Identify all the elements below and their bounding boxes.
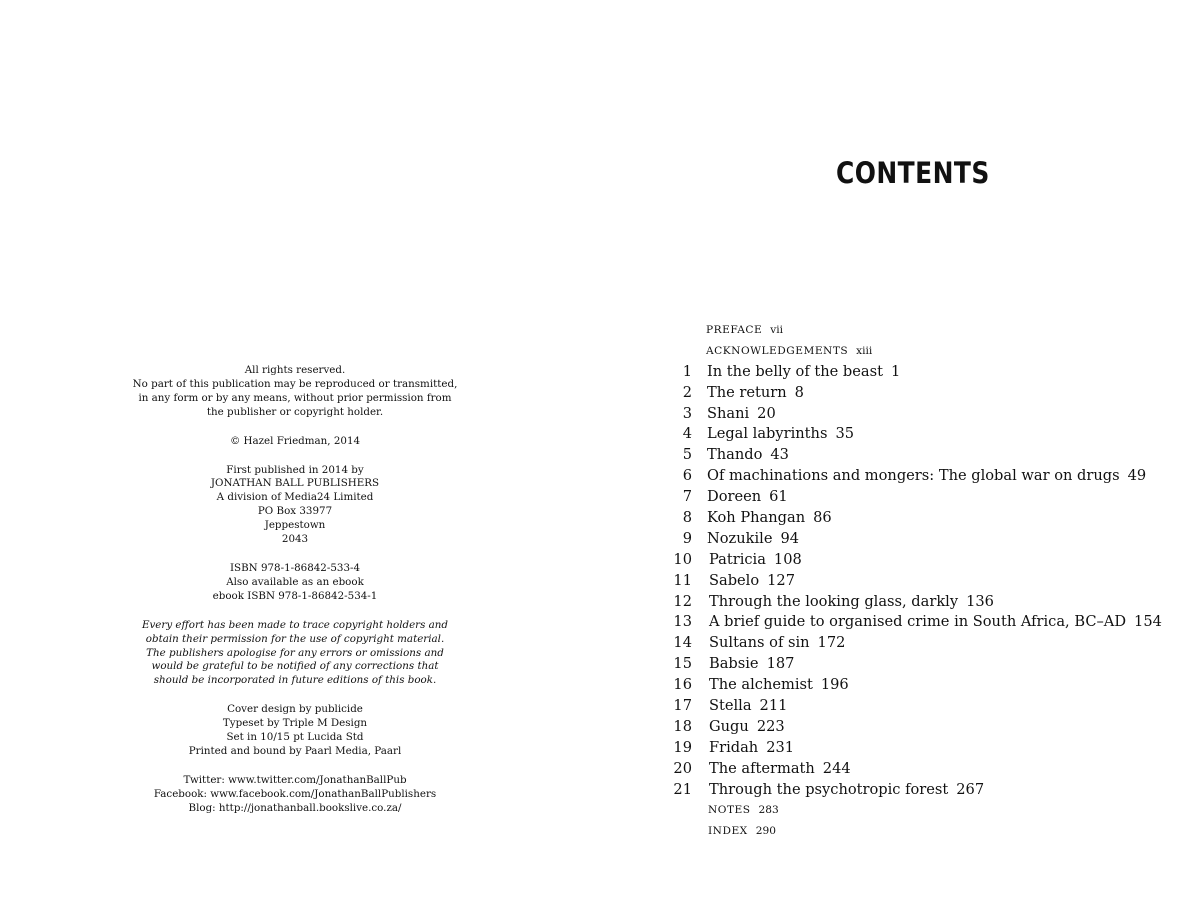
permissions-line: Every effort has been made to trace copyright holders and [141,618,449,631]
toc-chapter-page: 244 [822,759,851,777]
toc-chapter-7[interactable] [660,485,1180,506]
production-credits [120,703,470,759]
toc-chapter-title: Shani [707,404,750,422]
toc-chapter-title: A brief guide to organised crime in South Africa, BC–AD [709,613,1127,631]
toc-chapter-1[interactable] [660,360,1180,381]
publisher-info [120,464,470,547]
isbn-line: ebook ISBN 978-1-86842-534-1 [212,589,378,602]
production-line: Typeset by Triple M Design [222,717,368,730]
toc-chapter-title: The alchemist [709,676,813,694]
toc-chapter-number: 13 [673,613,692,631]
toc-entry-acknowledgements[interactable] [660,339,1180,360]
toc-entry-title: PREFACE [706,324,763,336]
social-line-twitter: Twitter: www.twitter.com/JonathanBallPub [183,773,407,786]
toc-chapter-page: 20 [757,404,776,422]
toc-chapter-10[interactable] [660,548,1180,569]
toc-chapter-title: Through the looking glass, darkly [709,592,959,610]
toc-chapter-page: 49 [1127,467,1147,485]
rights-line: in any form or by any means, without prior permission from [138,391,452,404]
toc-chapter-number: 9 [682,529,692,547]
toc-chapter-number: 15 [673,655,692,673]
toc-chapter-page: 172 [817,634,846,652]
isbn-info [120,562,470,604]
toc-entry-page: 283 [758,804,779,817]
toc-chapter-16[interactable] [660,673,1180,694]
toc-entry-preface[interactable] [660,318,1180,339]
toc-chapter-number: 17 [673,697,692,715]
toc-chapter-title: Fridah [709,738,759,756]
toc-chapter-3[interactable] [660,402,1180,423]
social-links [120,774,470,816]
toc-chapter-number: 11 [673,571,692,589]
publisher-line: JONATHAN BALL PUBLISHERS [210,477,380,490]
production-line: Cover design by publicide [227,703,363,716]
toc-entry-index[interactable] [660,819,1180,840]
toc-chapter-title: In the belly of the beast [707,362,883,380]
isbn-line: ISBN 978-1-86842-533-4 [229,561,361,574]
toc-chapter-title: Through the psychotropic forest [709,780,949,798]
toc-chapter-5[interactable] [660,443,1180,464]
toc-chapter-title: Sultans of sin [709,634,810,652]
toc-entry-title: NOTES [708,804,751,817]
rights-line: No part of this publication may be reproduced or transmitted, [132,377,458,390]
toc-chapter-number: 3 [682,404,692,422]
toc-chapter-6[interactable] [660,464,1180,485]
rights-line: the publisher or copyright holder. [206,405,384,418]
toc-chapter-14[interactable] [660,631,1180,652]
toc-chapter-number: 12 [673,592,692,610]
permissions-line: should be incorporated in future editions of this book. [153,674,437,687]
isbn-line: Also available as an ebook [226,575,364,588]
permissions-line: would be grateful to be notified of any corrections that [151,660,439,673]
toc-chapter-number: 8 [682,509,692,527]
toc-chapter-page: 86 [813,509,832,527]
publisher-line: First published in 2014 by [226,463,364,476]
toc-chapter-page: 211 [759,697,788,715]
toc-chapter-21[interactable] [660,778,1180,799]
toc-chapter-number: 1 [682,362,692,380]
toc-chapter-title: Doreen [707,488,762,506]
toc-chapter-page: 267 [956,780,985,798]
publisher-line: A division of Media24 Limited [216,491,374,504]
toc-entry-title: INDEX [708,825,748,838]
toc-chapter-title: Stella [709,697,752,715]
social-line-facebook: Facebook: www.facebook.com/JonathanBallPublishers [153,787,437,800]
toc-chapter-page: 1 [890,362,901,380]
copyright-line: © Hazel Friedman, 2014 [229,434,361,447]
toc-chapter-title: Koh Phangan [707,509,806,527]
toc-chapter-page: 154 [1134,613,1162,631]
toc-chapter-number: 6 [682,467,692,485]
toc-chapter-number: 10 [673,550,692,568]
toc-chapter-12[interactable] [660,590,1180,611]
publisher-line: Jeppestown [264,519,326,532]
toc-chapter-title: Patricia [709,550,766,568]
toc-chapter-title: The aftermath [709,759,815,777]
toc-chapter-9[interactable] [660,527,1180,548]
toc-chapter-page: 187 [766,655,795,673]
production-line: Set in 10/15 pt Lucida Std [226,731,364,744]
toc-chapter-13[interactable] [660,610,1180,631]
toc-chapter-number: 5 [682,446,692,464]
toc-chapter-title: Legal labyrinths [707,425,828,443]
toc-chapter-title: Babsie [709,655,759,673]
toc-entry-page: vii [770,324,784,336]
toc-chapter-page: 8 [794,383,804,401]
toc-chapter-17[interactable] [660,694,1180,715]
social-line-blog: Blog: http://jonathanball.bookslive.co.za/ [188,801,402,814]
toc-chapter-number: 20 [673,759,692,777]
toc-chapter-title: Of machinations and mongers: The global war on drugs [707,467,1120,485]
toc-chapter-page: 231 [766,738,795,756]
production-line: Printed and bound by Paarl Media, Paarl [188,744,402,757]
toc-entry-notes[interactable] [660,798,1180,819]
rights-notice [120,364,470,420]
copyright-page [120,364,470,831]
toc-chapter-18[interactable] [660,715,1180,736]
toc-chapter-number: 7 [682,488,692,506]
toc-chapter-number: 2 [682,383,692,401]
toc-chapter-11[interactable] [660,569,1180,590]
toc-chapter-number: 4 [682,425,692,443]
table-of-contents [660,318,1180,840]
toc-entry-title: ACKNOWLEDGEMENTS [706,344,849,357]
permissions-line: The publishers apologise for any errors or omissions and [146,646,444,659]
toc-chapter-title: Sabelo [709,571,760,589]
toc-chapter-page: 61 [769,488,788,506]
toc-chapter-page: 94 [780,529,800,547]
contents-title: CONTENTS [836,156,990,190]
toc-chapter-20[interactable] [660,757,1180,778]
toc-chapter-2[interactable] [660,381,1180,402]
toc-chapter-number: 18 [673,717,692,735]
toc-chapter-8[interactable] [660,506,1180,527]
toc-chapter-number: 21 [673,780,692,798]
toc-chapter-4[interactable] [660,422,1180,443]
rights-line: All rights reserved. [244,364,346,376]
toc-chapter-page: 127 [767,571,795,589]
toc-chapter-page: 108 [773,550,802,568]
toc-chapter-19[interactable] [660,736,1180,757]
toc-chapter-number: 14 [673,634,692,652]
publisher-line: 2043 [281,533,309,546]
toc-chapter-15[interactable] [660,652,1180,673]
toc-chapter-page: 35 [835,425,855,443]
toc-chapter-page: 223 [756,717,785,735]
toc-chapter-page: 136 [966,592,994,610]
toc-chapter-page: 43 [770,446,789,464]
toc-chapter-number: 19 [673,738,692,756]
permissions-notice [120,619,470,689]
toc-chapter-title: Thando [707,446,763,464]
permissions-line: obtain their permission for the use of copyright material. [145,632,445,645]
toc-chapter-title: Nozukile [707,529,773,547]
publisher-line: PO Box 33977 [257,505,333,518]
toc-chapter-title: Gugu [709,717,749,735]
toc-entry-page: 290 [755,825,776,838]
toc-chapter-title: The return [707,383,787,401]
copyright-notice [120,435,470,449]
toc-chapter-page: 196 [820,676,849,694]
toc-chapter-number: 16 [673,676,692,694]
toc-entry-page: xiii [856,344,873,357]
